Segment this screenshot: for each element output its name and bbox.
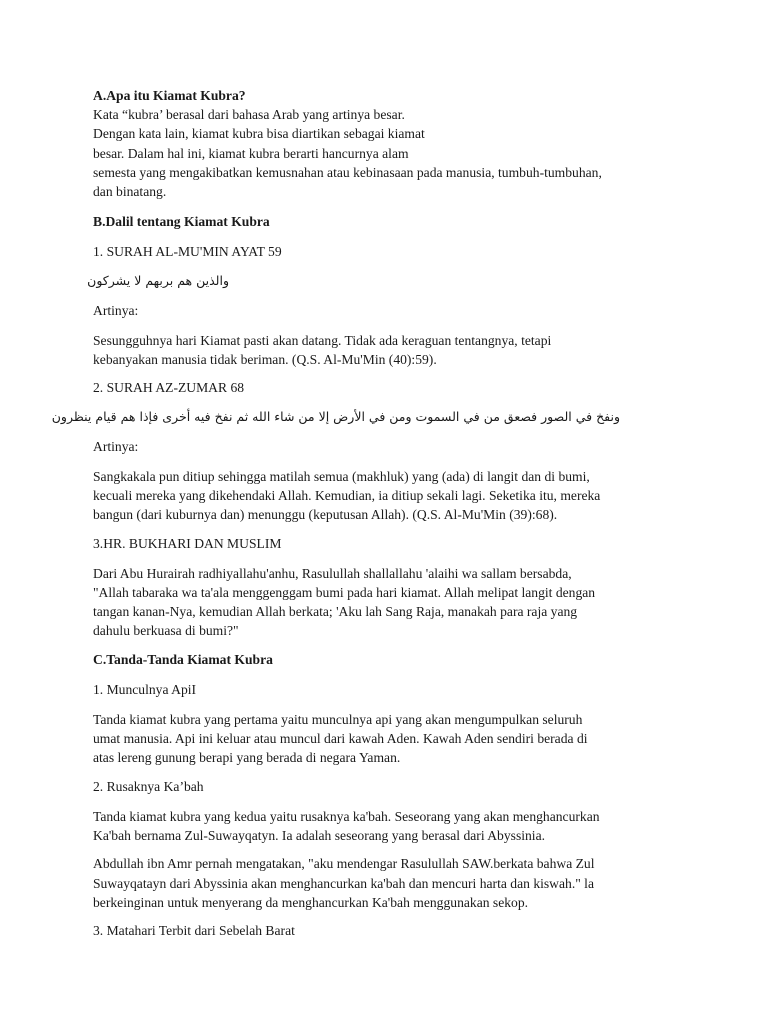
tanda-item-2-text [93,807,683,845]
tanda-item-2-text-2 [93,854,683,912]
paragraph-line: atas lereng gunung berapi yang berada di negara Yaman. [93,750,401,766]
dalil-item-3-title: 3.HR. BUKHARI DAN MUSLIM [93,535,282,551]
paragraph-line: besar. Dalam hal ini, kiamat kubra berarti hancurnya alam [93,145,409,161]
tanda-item-1-title: 1. Munculnya ApiI [93,681,197,697]
dalil-item-2-title-block [93,378,683,397]
dalil-item-1-arabic-block [87,271,683,290]
paragraph-line: Ka'bah bernama Zul-Suwayqatyn. Ia adalah seseorang yang berasal dari Abyssinia. [93,828,546,844]
paragraph-line: Suwayqatayn dari Abyssinia akan menghancurkan ka'bah dan mencuri harta dan kiswah." la [93,875,594,891]
section-c-heading-block [93,650,683,669]
section-c-heading: C.Tanda-Tanda Kiamat Kubra [93,651,273,667]
dalil-item-1-artinya-block [93,301,683,320]
section-a [93,86,683,201]
paragraph-line: Dengan kata lain, kiamat kubra bisa diartikan sebagai kiamat [93,126,425,142]
dalil-item-3-title-block [93,534,683,553]
arabic-verse: والذين هم بربهم لا يشركون [87,272,229,288]
paragraph-line: berkeinginan untuk menyerang da menghancurkan Ka'bah menggunakan sekop. [93,894,529,910]
section-b-heading-block [93,212,683,231]
paragraph-line: umat manusia. Api ini keluar atau muncul dari kawah Aden. Kawah Aden sendiri berada di [93,731,588,747]
tanda-item-1-text [93,710,683,768]
section-a-heading: A.Apa itu Kiamat Kubra? [93,88,246,103]
tanda-item-2-title: 2. Rusaknya Ka’bah [93,778,204,794]
dalil-item-3-hadith [93,564,683,641]
paragraph-line: Sesungguhnya hari Kiamat pasti akan datang. Tidak ada keraguan tentangnya, tetapi [93,333,552,349]
dalil-item-1-translation [93,331,683,369]
paragraph-line: dan binatang. [93,184,167,200]
paragraph-line: Sangkakala pun ditiup sehingga matilah semua (makhluk) yang (ada) di langit dan di bumi, [93,469,590,485]
paragraph-line: kebanyakan manusia tidak beriman. (Q.S. Al-Mu'Min (40):59). [93,352,437,368]
paragraph-line: Kata “kubra’ berasal dari bahasa Arab yang artinya besar. [93,107,405,123]
dalil-item-1-title: 1. SURAH AL-MU'MIN AYAT 59 [93,244,282,260]
paragraph-line: tangan kanan-Nya, kemudian Allah berkata; 'Aku lah Sang Raja, manakah para raja yang [93,604,578,620]
paragraph-line: Tanda kiamat kubra yang kedua yaitu rusaknya ka'bah. Seseorang yang akan menghancurkan [93,808,600,824]
arabic-verse: ونفخ في الصور فصعق من في السموت ومن في الأرض إلا من شاء الله ثم نفخ فيه أخرى فإذا هم قيام ينظرون [51,408,620,424]
paragraph-line: Tanda kiamat kubra yang pertama yaitu munculnya api yang akan mengumpulkan seluruh [93,712,583,728]
paragraph-line: bangun (dari kuburnya dan) menunggu (keputusan Allah). (Q.S. Al-Mu'Min (39):68). [93,507,558,523]
paragraph-line: kecuali mereka yang dikehendaki Allah. Kemudian, ia ditiup sekali lagi. Seketika itu, mereka [93,488,601,504]
paragraph-line: "Allah tabaraka wa ta'ala menggenggam bumi pada hari kiamat. Allah melipat langit dengan [93,585,596,601]
artinya-label: Artinya: [93,438,139,454]
tanda-item-2-title-block [93,777,683,796]
dalil-item-2-translation [93,467,683,525]
dalil-item-2-arabic-block [51,407,683,426]
paragraph-line: Dari Abu Hurairah radhiyallahu'anhu, Rasulullah shallallahu 'alaihi wa sallam bersabda, [93,565,572,581]
paragraph-line: Abdullah ibn Amr pernah mengatakan, "aku mendengar Rasulullah SAW.berkata bahwa Zul [93,856,595,872]
dalil-item-1-title-block [93,242,683,261]
artinya-label: Artinya: [93,302,139,318]
tanda-item-3-title-block [93,921,683,940]
dalil-item-2-artinya-block [93,437,683,456]
section-b-heading: B.Dalil tentang Kiamat Kubra [93,214,270,230]
tanda-item-1-title-block [93,680,683,699]
document-page [51,86,683,940]
paragraph-line: dahulu berkuasa di bumi?" [93,623,239,639]
paragraph-line: semesta yang mengakibatkan kemusnahan atau kebinasaan pada manusia, tumbuh-tumbuhan, [93,164,602,180]
dalil-item-2-title: 2. SURAH AZ-ZUMAR 68 [93,380,245,396]
tanda-item-3-title: 3. Matahari Terbit dari Sebelah Barat [93,922,295,938]
